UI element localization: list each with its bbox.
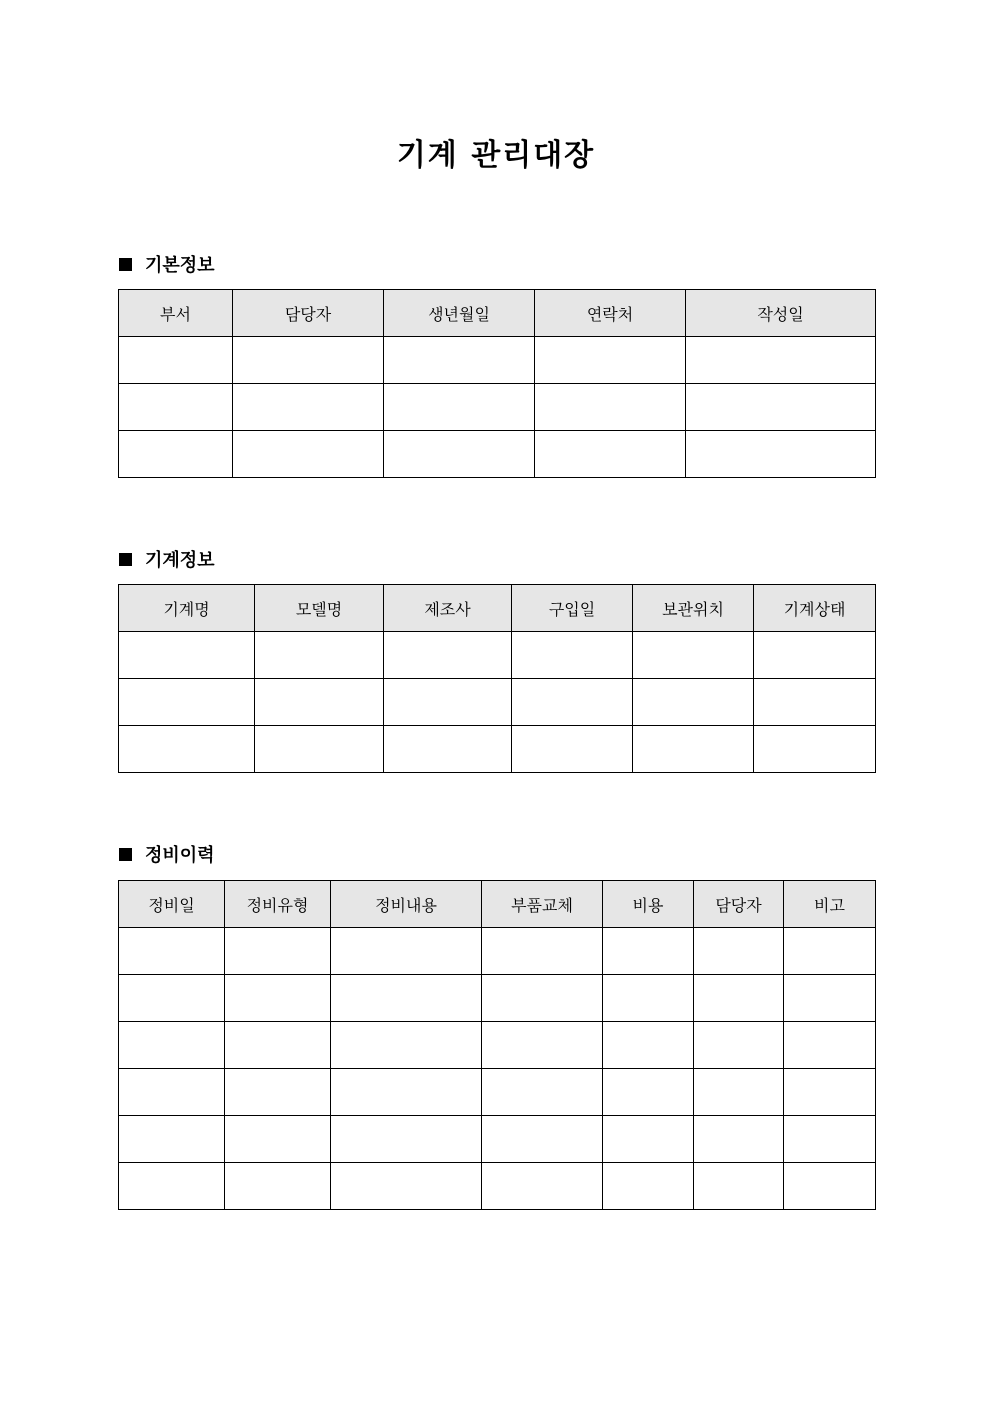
table-cell[interactable] — [784, 975, 876, 1022]
column-header: 연락처 — [535, 290, 686, 337]
table-header-row — [119, 881, 876, 928]
table-cell[interactable] — [754, 726, 876, 773]
table-cell[interactable] — [754, 632, 876, 679]
table-cell[interactable] — [119, 1116, 225, 1163]
column-header: 비용 — [603, 881, 694, 928]
table-cell[interactable] — [603, 975, 694, 1022]
table-cell[interactable] — [512, 632, 633, 679]
table-cell[interactable] — [255, 726, 384, 773]
table-cell[interactable] — [482, 975, 603, 1022]
table-cell[interactable] — [784, 1022, 876, 1069]
section-title-machine: 기계정보 — [145, 550, 215, 571]
column-header: 작성일 — [686, 290, 876, 337]
table-cell[interactable] — [535, 337, 686, 384]
table-cell[interactable] — [482, 1163, 603, 1210]
table-cell[interactable] — [482, 1069, 603, 1116]
table-row — [119, 1163, 876, 1210]
square-bullet-icon — [119, 258, 132, 271]
table-cell[interactable] — [119, 928, 225, 975]
square-bullet-icon — [119, 848, 132, 861]
table-cell[interactable] — [686, 384, 876, 431]
table-cell[interactable] — [384, 726, 512, 773]
section-heading-basic — [119, 252, 215, 276]
section-heading-maintenance — [119, 842, 215, 866]
table-cell[interactable] — [512, 726, 633, 773]
table-cell[interactable] — [784, 928, 876, 975]
table-cell[interactable] — [694, 1116, 784, 1163]
table-cell[interactable] — [255, 679, 384, 726]
machine-info-table — [118, 584, 876, 773]
table-cell[interactable] — [694, 928, 784, 975]
table-cell[interactable] — [119, 337, 233, 384]
table-cell[interactable] — [331, 1116, 482, 1163]
column-header: 기계상태 — [754, 585, 876, 632]
table-row — [119, 975, 876, 1022]
table-cell[interactable] — [225, 1022, 331, 1069]
column-header: 담당자 — [694, 881, 784, 928]
table-row — [119, 1069, 876, 1116]
section-title-basic: 기본정보 — [145, 255, 215, 276]
table-cell[interactable] — [482, 1116, 603, 1163]
table-cell[interactable] — [686, 337, 876, 384]
table-row — [119, 1116, 876, 1163]
table-cell[interactable] — [633, 679, 754, 726]
table-cell[interactable] — [603, 1069, 694, 1116]
table-cell[interactable] — [754, 679, 876, 726]
table-cell[interactable] — [233, 384, 384, 431]
table-cell[interactable] — [694, 975, 784, 1022]
table-cell[interactable] — [331, 928, 482, 975]
table-cell[interactable] — [603, 1116, 694, 1163]
column-header: 부서 — [119, 290, 233, 337]
column-header: 정비일 — [119, 881, 225, 928]
section-heading-machine — [119, 547, 215, 571]
table-row — [119, 632, 876, 679]
table-cell[interactable] — [119, 975, 225, 1022]
table-row — [119, 431, 876, 478]
table-row — [119, 928, 876, 975]
table-cell[interactable] — [384, 632, 512, 679]
table-cell[interactable] — [233, 337, 384, 384]
table-cell[interactable] — [784, 1163, 876, 1210]
table-cell[interactable] — [119, 384, 233, 431]
column-header: 보관위치 — [633, 585, 754, 632]
table-cell[interactable] — [535, 384, 686, 431]
table-row — [119, 1022, 876, 1069]
table-cell[interactable] — [784, 1069, 876, 1116]
table-cell[interactable] — [225, 928, 331, 975]
table-cell[interactable] — [119, 1163, 225, 1210]
table-cell[interactable] — [119, 1022, 225, 1069]
table-cell[interactable] — [225, 975, 331, 1022]
maintenance-history-table — [118, 880, 876, 1210]
table-header-row — [119, 290, 876, 337]
table-row — [119, 726, 876, 773]
table-cell[interactable] — [384, 337, 535, 384]
table-row — [119, 337, 876, 384]
column-header: 제조사 — [384, 585, 512, 632]
table-cell[interactable] — [694, 1022, 784, 1069]
table-cell[interactable] — [482, 928, 603, 975]
table-cell[interactable] — [331, 975, 482, 1022]
table-cell[interactable] — [119, 1069, 225, 1116]
table-cell[interactable] — [694, 1069, 784, 1116]
table-cell[interactable] — [331, 1022, 482, 1069]
table-cell[interactable] — [686, 431, 876, 478]
table-cell[interactable] — [535, 431, 686, 478]
table-cell[interactable] — [119, 632, 255, 679]
table-header-row — [119, 585, 876, 632]
document-title: 기계 관리대장 — [396, 138, 596, 173]
table-cell[interactable] — [119, 679, 255, 726]
table-cell[interactable] — [694, 1163, 784, 1210]
column-header: 기계명 — [119, 585, 255, 632]
basic-info-table — [118, 289, 876, 478]
table-cell[interactable] — [603, 1163, 694, 1210]
table-cell[interactable] — [119, 431, 233, 478]
table-cell[interactable] — [119, 726, 255, 773]
table-cell[interactable] — [384, 431, 535, 478]
column-header: 모델명 — [255, 585, 384, 632]
table-cell[interactable] — [633, 632, 754, 679]
table-cell[interactable] — [225, 1116, 331, 1163]
table-cell[interactable] — [255, 632, 384, 679]
table-row — [119, 679, 876, 726]
column-header: 생년월일 — [384, 290, 535, 337]
column-header: 정비유형 — [225, 881, 331, 928]
column-header: 구입일 — [512, 585, 633, 632]
table-row — [119, 384, 876, 431]
table-cell[interactable] — [384, 679, 512, 726]
table-cell[interactable] — [633, 726, 754, 773]
table-cell[interactable] — [784, 1116, 876, 1163]
table-cell[interactable] — [384, 384, 535, 431]
table-cell[interactable] — [482, 1022, 603, 1069]
table-cell[interactable] — [603, 1022, 694, 1069]
column-header: 담당자 — [233, 290, 384, 337]
section-title-maintenance: 정비이력 — [145, 845, 215, 866]
table-cell[interactable] — [603, 928, 694, 975]
table-cell[interactable] — [331, 1163, 482, 1210]
table-cell[interactable] — [331, 1069, 482, 1116]
column-header: 부품교체 — [482, 881, 603, 928]
table-cell[interactable] — [233, 431, 384, 478]
table-cell[interactable] — [225, 1163, 331, 1210]
square-bullet-icon — [119, 553, 132, 566]
table-cell[interactable] — [225, 1069, 331, 1116]
column-header: 비고 — [784, 881, 876, 928]
table-cell[interactable] — [512, 679, 633, 726]
column-header: 정비내용 — [331, 881, 482, 928]
